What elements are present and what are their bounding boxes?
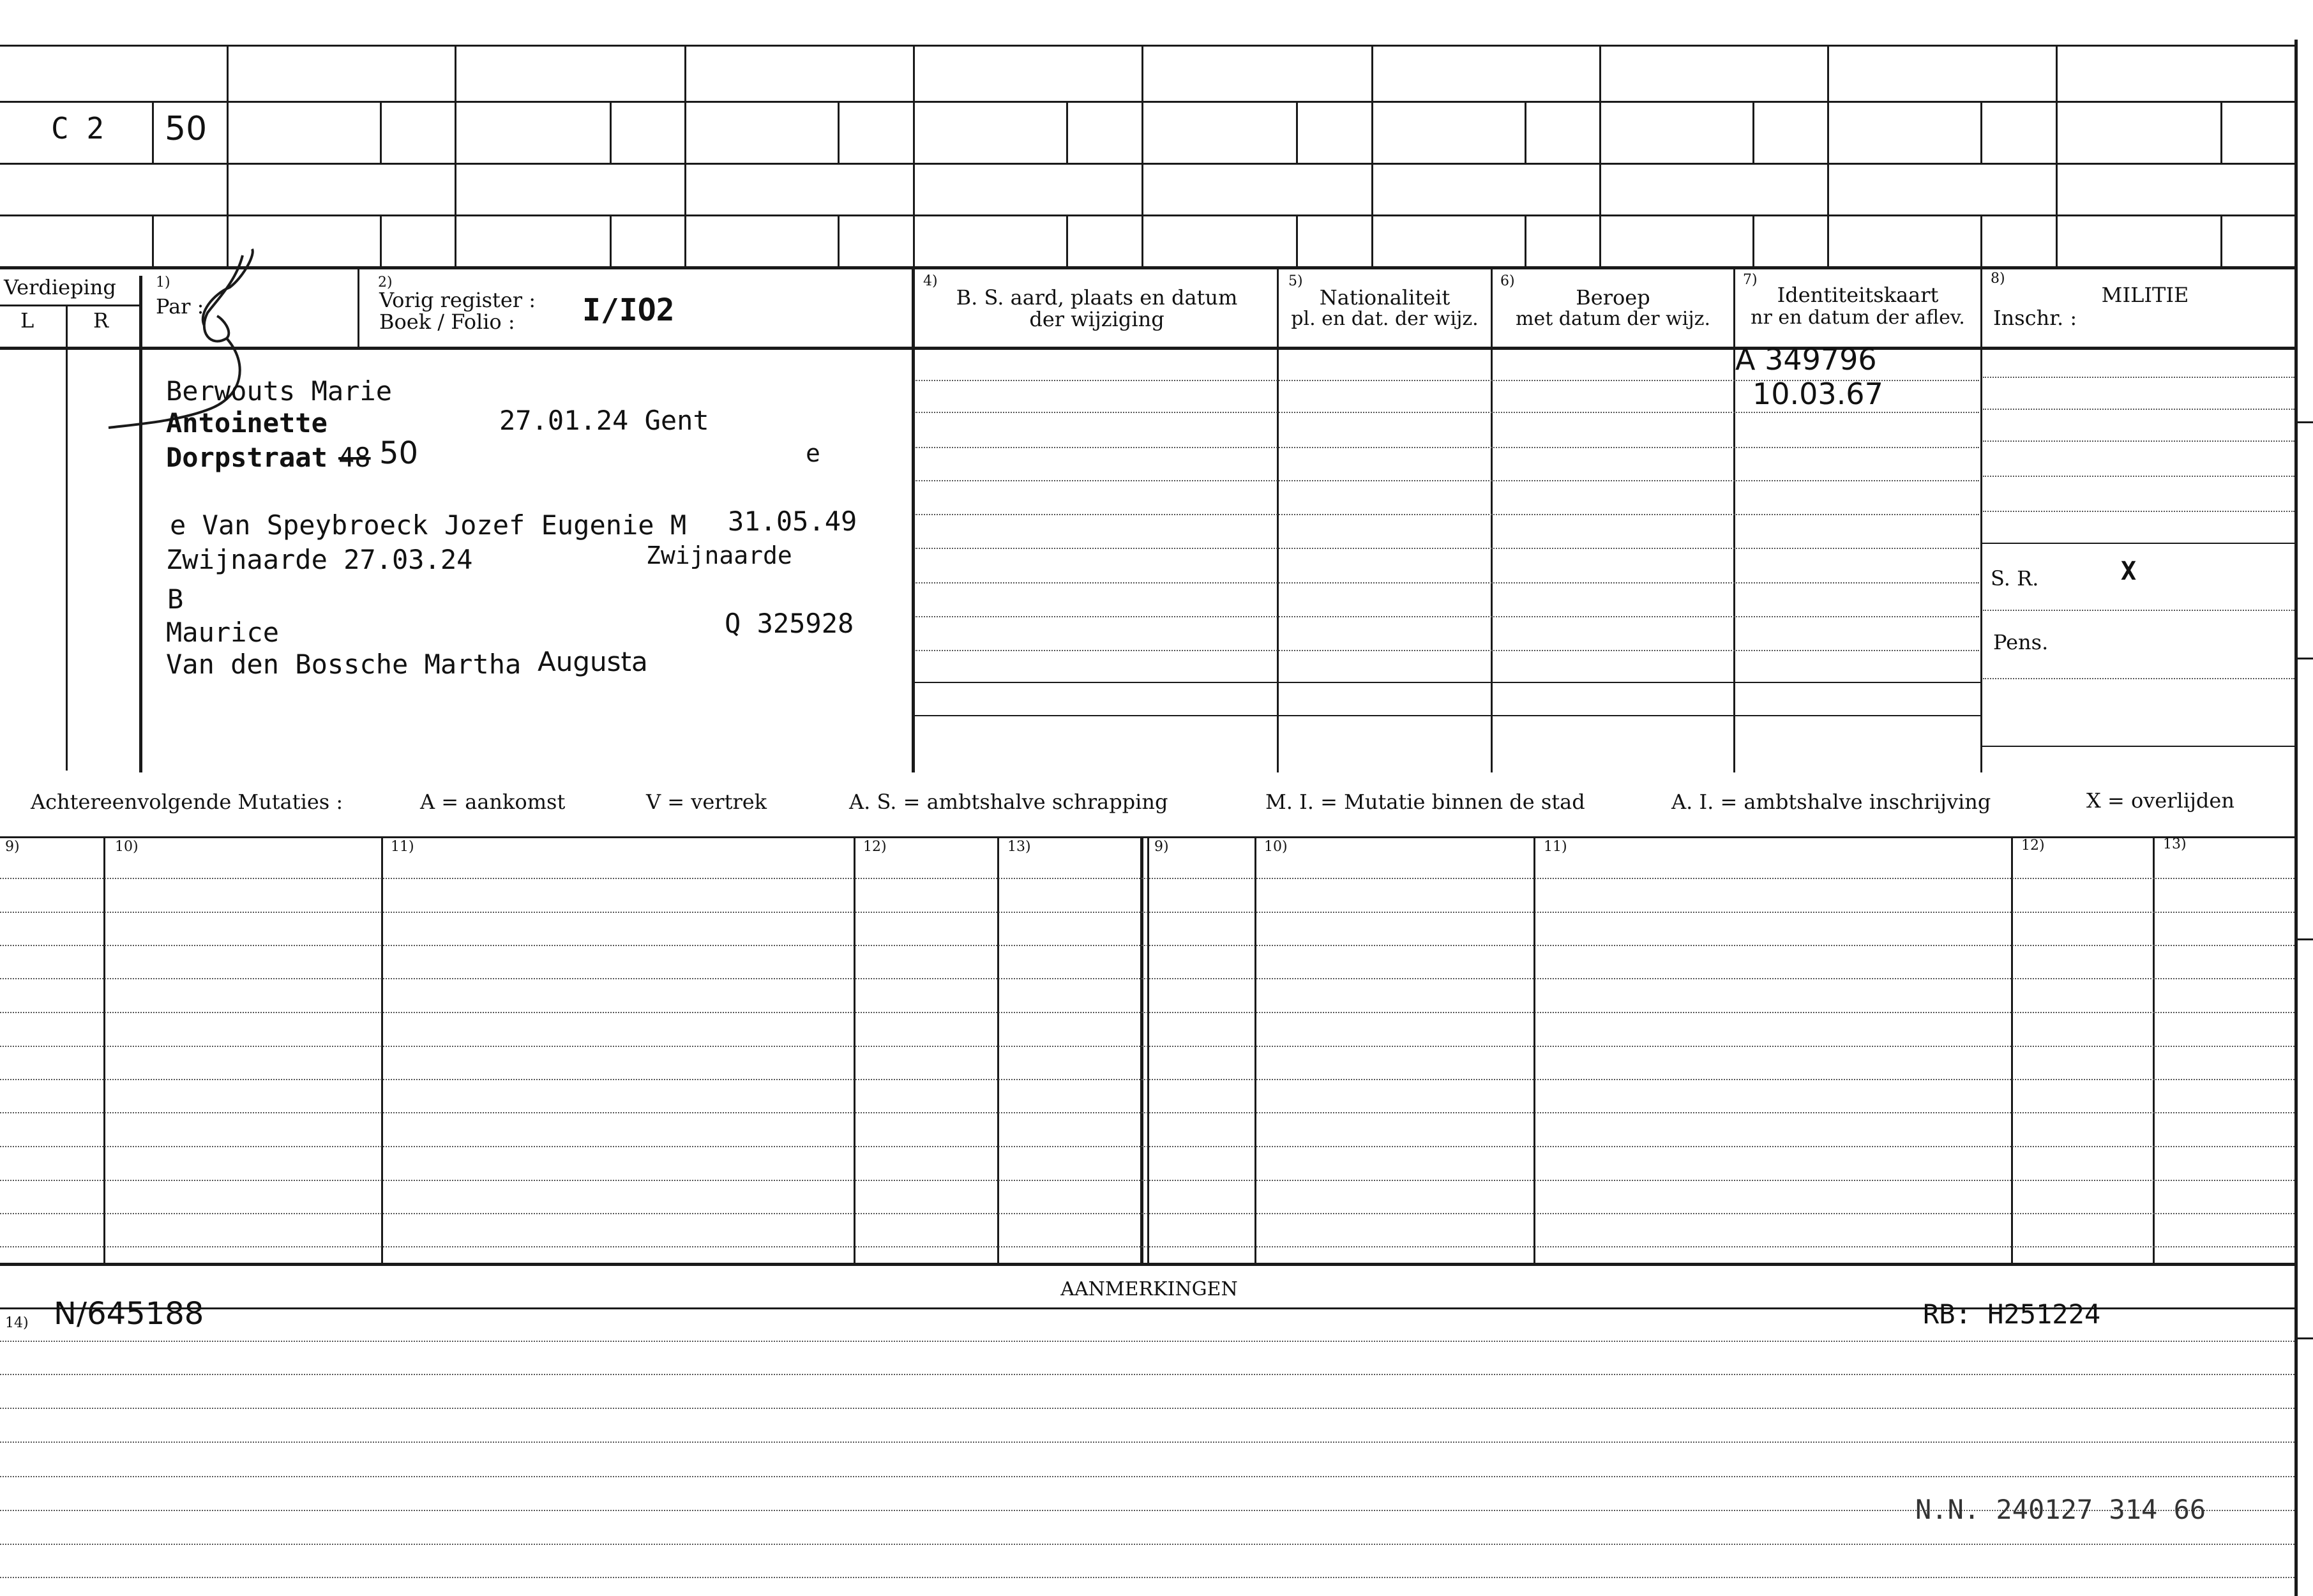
sr-value: X	[2121, 557, 2137, 586]
mutatie-col-label: 10)	[1264, 839, 1288, 855]
col4-header-line1: B. S. aard, plaats en datum	[956, 285, 1238, 310]
col6-header-line2: met datum der wijz.	[1516, 308, 1710, 330]
militie-inschr-label: Inschr. :	[1993, 306, 2077, 330]
section-number: 50	[165, 110, 207, 148]
mutatie-col-label: 9)	[5, 839, 20, 855]
id-card-number: A 349796	[1735, 342, 1877, 377]
col5-number: 5)	[1288, 273, 1303, 289]
col7-header-line1: Identiteitskaart	[1777, 283, 1939, 307]
col7-header-line2: nr en datum der aflev.	[1751, 306, 1965, 329]
rb-number: RB: H251224	[1923, 1299, 2101, 1330]
vorig-register-value: I/IO2	[582, 292, 675, 328]
col8-number: 8)	[1991, 271, 2005, 287]
vorig-register-label: Vorig register :	[379, 288, 536, 312]
mutatie-col-label: 11)	[1544, 839, 1567, 855]
mutatie-col-label: 12)	[863, 839, 887, 855]
id-card-date: 10.03.67	[1752, 377, 1883, 411]
person-street-number-new: 50	[379, 435, 419, 471]
aanmerkingen-title: AANMERKINGEN	[1060, 1278, 1238, 1300]
sr-label: S. R.	[1991, 566, 2039, 591]
col6-number: 6)	[1500, 273, 1515, 289]
mutatie-legend-x: X = overlijden	[2086, 788, 2234, 813]
verdieping-left: L	[20, 308, 34, 333]
spouse-death-place: Zwijnaarde	[646, 541, 792, 569]
aanmerkingen-number: 14)	[5, 1315, 29, 1331]
mutatie-legend-v: V = vertrek	[646, 790, 767, 814]
q-number: Q 325928	[725, 608, 854, 639]
father-name: Maurice	[166, 617, 280, 648]
spouse-death-date: 31.05.49	[728, 506, 857, 537]
b-mark: B	[167, 583, 184, 615]
section-code: C 2	[51, 111, 105, 146]
spouse-name: e Van Speybroeck Jozef Eugenie M	[170, 509, 687, 541]
person-street-number-old: 48	[338, 442, 371, 473]
person-e-mark: e	[806, 439, 820, 467]
boek-folio-label: Boek / Folio :	[379, 310, 515, 334]
mutatie-col-label: 11)	[391, 839, 414, 855]
spouse-birth: Zwijnaarde 27.03.24	[166, 544, 473, 575]
col7-number: 7)	[1743, 272, 1758, 288]
verdieping-right: R	[93, 308, 109, 333]
verdieping-label: Verdieping	[4, 275, 116, 299]
aanmerkingen-reference: N/645188	[54, 1296, 204, 1332]
mutatie-col-label: 13)	[2163, 836, 2187, 852]
col5-header-line1: Nationaliteit	[1319, 285, 1450, 310]
person-street: Dorpstraat	[166, 442, 328, 473]
person-name-line1: Berwouts Marie	[166, 375, 393, 407]
par-number: 1)	[156, 275, 170, 290]
col6-header-line1: Beroep	[1576, 285, 1650, 310]
mutatie-col-label: 13)	[1007, 839, 1031, 855]
pens-label: Pens.	[1993, 630, 2049, 654]
person-name-line2: Antoinette	[166, 407, 328, 439]
mutatie-col-label: 12)	[2021, 838, 2045, 854]
militie-header: MILITIE	[2101, 283, 2189, 307]
vorig-register-number: 2)	[378, 275, 393, 290]
col4-number: 4)	[923, 273, 938, 289]
mutatie-legend-a: A = aankomst	[420, 790, 566, 814]
mutaties-title: Achtereenvolgende Mutaties :	[31, 790, 343, 814]
mother-name: Van den Bossche Martha	[166, 649, 522, 680]
mutatie-col-label: 10)	[115, 839, 139, 855]
mutatie-legend-as: A. S. = ambtshalve schrapping	[849, 790, 1168, 814]
person-birth: 27.01.24 Gent	[499, 405, 709, 436]
mutatie-col-label: 9)	[1154, 839, 1169, 855]
national-number: N.N. 240127 314 66	[1915, 1494, 2206, 1525]
mother-name-extra: Augusta	[538, 646, 648, 677]
col4-header-line2: der wijziging	[1029, 307, 1164, 331]
mutatie-legend-ai: A. I. = ambtshalve inschrijving	[1671, 790, 1991, 814]
col5-header-line2: pl. en dat. der wijz.	[1291, 308, 1479, 330]
par-label: Par :	[156, 294, 204, 319]
mutatie-legend-mi: M. I. = Mutatie binnen de stad	[1265, 790, 1585, 814]
